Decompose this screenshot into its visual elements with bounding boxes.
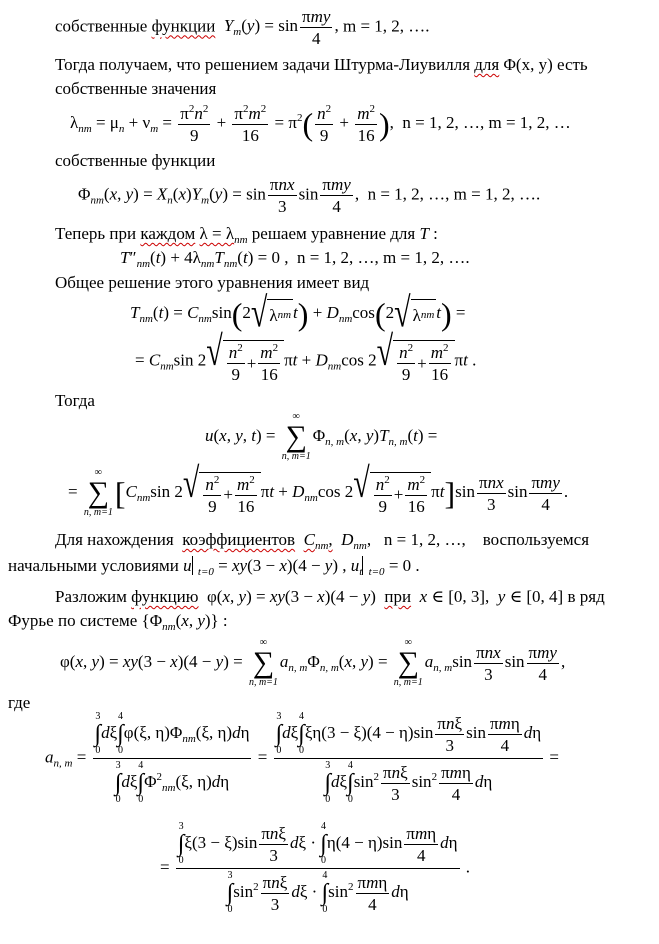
line-general-solution: Общее решение этого уравнения имеет вид <box>55 273 370 292</box>
line-where: где <box>8 693 31 712</box>
formula-lambda-nm: $\lambda_{nm} = \mu_n + \nu_m$ = $\frac{\pi^2n^2}{9}$ + $\frac{\pi^2m^2}{16}$ = $\pi^2$( $\frac{n^2}{9}$ + $\frac{m^2}{16}$ ), n = 1, 2, …, m = 1, 2, … <box>70 103 571 145</box>
formula-ode-T: $T''_{nm}(t) + 4\lambda_{nm}T_{nm}(t) = 0$ , n = 1, 2, …, m = 1, 2, …. <box>120 248 470 270</box>
line-eigenfunctions-label: собственные функции <box>55 151 216 170</box>
line-expand-function: Разложим функцию φ(x, y) = xy(3 − x)(4 − y) при x ∈ [0, 3], y ∈ [0, 4] в ряд <box>55 587 605 606</box>
formula-a-nm-2: = 3 ∫ 0 ξ(3 − ξ)sin $\frac{\text{πnξ}}{3}$ dξ · 4 ∫ 0 η(4 − η)sin $\frac{\text{πmη}}{4}$ dη 3 ∫ 0 $\sin^2$ $\frac{\text{πnξ}}{3}$ dξ · 4 ∫ 0 $\sin^2$ $\frac{\text{πmη}}{4}$ dη . <box>160 821 471 915</box>
line-initial-conditions: начальными условиями u $_{t=0}$ = xy(3 − x)(4 − y) , $u_t$ $_{t=0}$ = 0 . <box>8 556 420 578</box>
formula-Ym: $Y_m(y) = \sin$ $\frac{\text{πmy}}{4}$ , <box>223 7 343 48</box>
formula-u-series-1: u(x, y, t) = ∞ ∑ n, m=1 $\Phi_{n, m}(x$, $y)T_{n, m}(t)$ = <box>205 411 438 462</box>
line-then: Тогда <box>55 391 95 410</box>
line-eigenfunctions-y: собственные функции $Y_m(y) = \sin$ $\frac{\text{πmy}}{4}$ , m = 1, 2, …. <box>55 7 430 48</box>
formula-a-nm-1: $a_{n, m}$ = 3 ∫ 0 dξ 4 ∫ 0 φ(ξ, $\eta)\Phi_{nm}(\xi$, η)dη 3 ∫ 0 dξ 4 ∫ 0 $\Phi^2_{nm}(\xi$, η)dη = 3 ∫ 0 dξ 4 ∫ 0 ξη(3 − ξ)(4 − η)sin $\frac{\text{πnξ}}{3}$ sin $\frac{\text{πmη}}{4}$ dη 3 ∫ 0 dξ 4 ∫ 0 $\sin^2$ $\frac{\text{πnξ}}{3}$ $\sin^2$ $\frac{\text{πmη}}{4}$ dη = <box>45 711 559 805</box>
formula-phi-expansion: φ(x, y) = xy(3 − x)(4 − y) = ∞ ∑ n, m=1 $a_{n, m}\Phi_{n, m}(x$, y) = ∞ ∑ n, m=1 $a_{n, m}\sin$ $\frac{\text{πnx}}{3}$ sin $\frac{\text{πmy}}{4}$ , <box>60 637 566 688</box>
formula-T-general-1: $T_{nm}(t) = C_{nm}\sin(2$ √ λ nm $t) + D_{nm}\cos(2$ √ λ nm t) = <box>130 290 466 337</box>
line-now-for-each: Теперь при каждом $\lambda = \lambda_{nm}$ решаем уравнение для T : <box>55 224 438 246</box>
line-fourier-system: Фурье по системе {$\Phi_{nm}(x$, y)} : <box>8 611 228 633</box>
formula-u-series-2: = ∞ ∑ n, m=1 [$C_{nm}\sin$ 2 √ $\frac{n^2}{9}$ + $\frac{m^2}{16}$ $\pi t + D_{nm}\cos$ 2 √ $\frac{n^2}{9}$ + $\frac{m^2}{16}$ πt]sin $\frac{\text{πnx}}{3}$ sin $\frac{\text{πmy}}{4}$ . <box>68 460 569 518</box>
formula-Phi-nm: $\Phi_{nm}(x$, $y) = X_n(x)Y_m(y) = \sin$ $\frac{\text{πnx}}{3}$ sin $\frac{\text{πmy}}{4}$ , n = 1, 2, …, m = 1, 2, …. <box>78 175 541 216</box>
line-to-find-coefficients: Для нахождения коэффициентов $C_{nm}$, $D_{nm}$, n = 1, 2, …, воспользуемся <box>55 530 590 552</box>
line-then-we-get: Тогда получаем, что решением задачи Штурма-Лиувилля для Φ(x, y) есть <box>55 55 588 74</box>
underlined-word: функции <box>151 16 216 36</box>
line-eigenvalues-label: собственные значения <box>55 79 217 98</box>
formula-T-general-2: = $C_{nm}\sin$ 2 √ $\frac{n^2}{9}$ + $\frac{m^2}{16}$ $\pi t + D_{nm}\cos$ 2 √ $\frac{n^2}{9}$ + $\frac{m^2}{16}$ πt . <box>135 328 477 384</box>
